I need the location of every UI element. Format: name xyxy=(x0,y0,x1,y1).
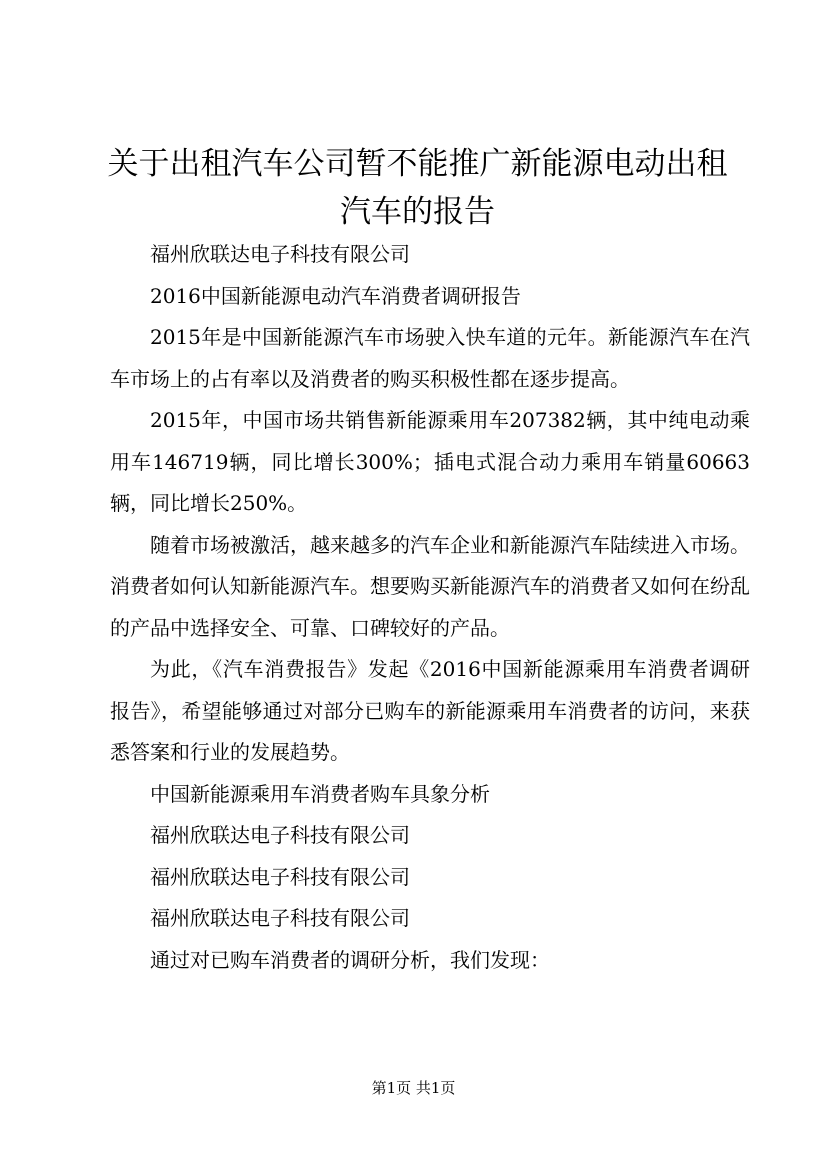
paragraph-company-4: 福州欣联达电子科技有限公司 xyxy=(150,906,410,930)
paragraph-market-intro: 2015年是中国新能源汽车市场驶入快车道的元年。新能源汽车在汽车市场上的占有率以及消费者的购买积极性都在逐步提高。 xyxy=(110,325,750,391)
paragraph-company-3: 福州欣联达电子科技有限公司 xyxy=(150,864,410,889)
paragraph-survey-purpose: 为此，《汽车消费报告》发起《2016中国新能源乘用车消费者调研报告》，希望能够通过对部分已购车的新能源乘用车消费者的访问，来获悉答案和行业的发展趋势。 xyxy=(110,657,750,764)
paragraph-market-activation: 随着市场被激活，越来越多的汽车企业和新能源汽车陆续进入市场。消费者如何认知新能源汽车。想要购买新能源汽车的消费者又如何在纷乱的产品中选择安全、可靠、口碑较好的产品。 xyxy=(110,532,750,640)
paragraph-analysis-heading: 中国新能源乘用车消费者购车具象分析 xyxy=(150,781,490,806)
page-footer: 第1页 共1页 xyxy=(371,1079,456,1097)
paragraph-company-2: 福州欣联达电子科技有限公司 xyxy=(150,823,410,847)
title-line-2: 汽车的报告 xyxy=(340,194,495,230)
paragraph-sales-figures: 2015年，中国市场共销售新能源乘用车207382辆，其中纯电动乘用车146719辆，同比增长300%；插电式混合动力乘用车销量60663辆，同比增长250%。 xyxy=(110,408,750,515)
document-body xyxy=(110,234,750,981)
title-line-1: 关于出租汽车公司暂不能推广新能源电动出租 xyxy=(107,146,728,182)
paragraph-report-title: 2016中国新能源电动汽车消费者调研报告 xyxy=(150,283,521,308)
paragraph-findings: 通过对已购车消费者的调研分析，我们发现： xyxy=(150,947,550,972)
document-title xyxy=(100,140,735,236)
paragraph-company-1: 福州欣联达电子科技有限公司 xyxy=(150,242,410,266)
